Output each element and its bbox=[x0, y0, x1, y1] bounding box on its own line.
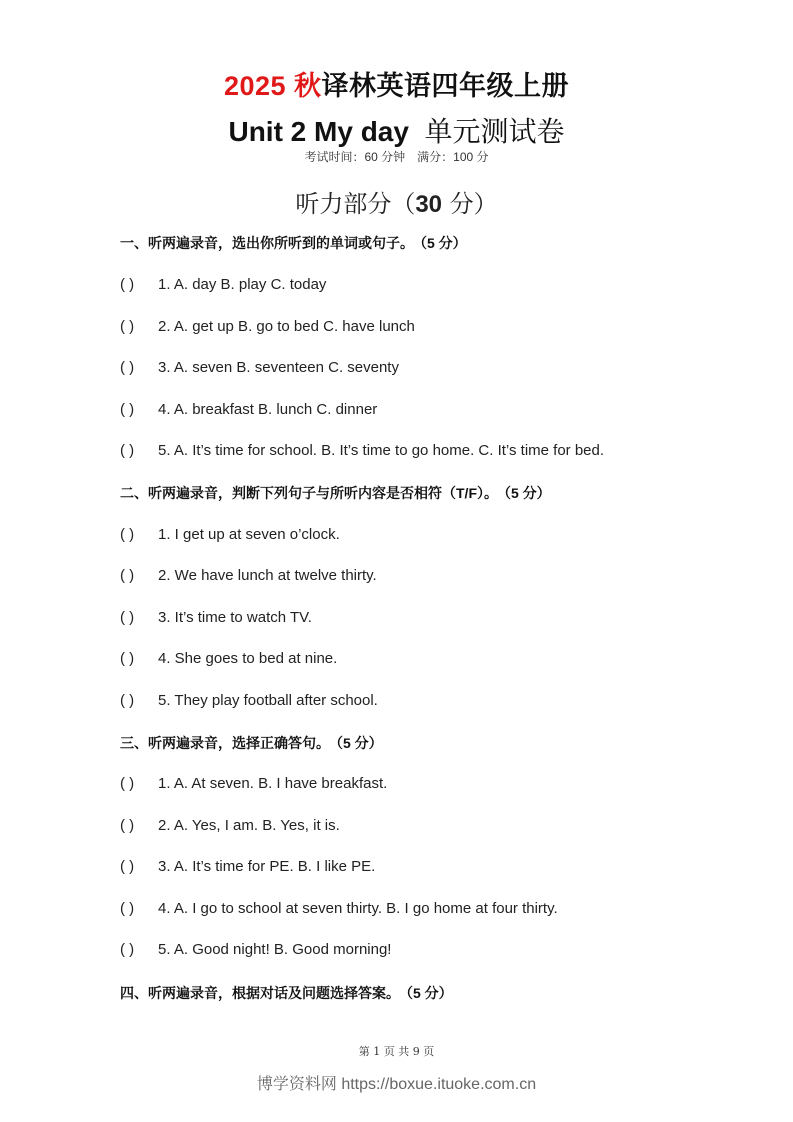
answer-blank[interactable]: ( ) bbox=[120, 817, 135, 834]
question-text: 3. A. seven B. seventeen C. seventy bbox=[158, 359, 399, 376]
unit-title bbox=[0, 110, 793, 150]
question-text: 4. She goes to bed at nine. bbox=[158, 650, 338, 667]
answer-blank[interactable]: ( ) bbox=[120, 526, 135, 543]
page-number: 第 1 页 共 9 页 bbox=[358, 1045, 435, 1058]
answer-blank[interactable]: ( ) bbox=[120, 692, 135, 709]
answer-blank[interactable]: ( ) bbox=[120, 609, 135, 626]
answer-blank[interactable]: ( ) bbox=[120, 442, 135, 459]
section-points: （5 分） bbox=[504, 485, 551, 501]
question-text: 5. A. Good night! B. Good morning! bbox=[158, 941, 392, 958]
section-points: （5 分） bbox=[420, 235, 467, 251]
site-watermark: 博学资料网 https://boxue.ituoke.com.cn bbox=[256, 1076, 537, 1093]
question-item bbox=[120, 941, 391, 958]
answer-blank[interactable]: ( ) bbox=[120, 401, 135, 418]
question-item bbox=[120, 858, 375, 875]
answer-blank[interactable]: ( ) bbox=[120, 359, 135, 376]
exam-time: 考试时间：60 分钟 bbox=[304, 150, 406, 164]
question-text: 2. A. Yes, I am. B. Yes, it is. bbox=[158, 817, 340, 834]
section-heading-text: 一、听两遍录音，选出你所听到的单词或句子。 bbox=[120, 235, 414, 251]
question-item bbox=[120, 276, 326, 293]
question-item bbox=[120, 567, 377, 584]
question-item bbox=[120, 609, 312, 626]
part-score: 30 bbox=[415, 191, 443, 218]
answer-blank[interactable]: ( ) bbox=[120, 941, 135, 958]
section-heading-text: 二、听两遍录音，判断下列句子与所听内容是否相符（T/F）。 bbox=[120, 485, 498, 501]
answer-blank[interactable]: ( ) bbox=[120, 900, 135, 917]
section-heading-1 bbox=[120, 233, 467, 253]
unit-title-cn: 单元测试卷 bbox=[424, 115, 565, 148]
question-text: 4. A. breakfast B. lunch C. dinner bbox=[158, 401, 378, 418]
question-text: 1. A. day B. play C. today bbox=[158, 276, 327, 293]
document-title bbox=[0, 64, 793, 103]
question-text: 1. I get up at seven o’clock. bbox=[158, 526, 340, 543]
answer-blank[interactable]: ( ) bbox=[120, 276, 135, 293]
question-text: 2. We have lunch at twelve thirty. bbox=[158, 567, 377, 584]
question-item bbox=[120, 359, 399, 376]
question-text: 5. They play football after school. bbox=[158, 692, 378, 709]
question-text: 2. A. get up B. go to bed C. have lunch bbox=[158, 318, 415, 335]
question-text: 3. It’s time to watch TV. bbox=[158, 609, 312, 626]
question-text: 5. A. It’s time for school. B. It’s time to go home. C. It’s time for bed. bbox=[158, 442, 605, 459]
unit-title-en: Unit 2 My day bbox=[228, 116, 409, 147]
question-item bbox=[120, 650, 337, 667]
question-item bbox=[120, 817, 340, 834]
section-heading-4 bbox=[120, 983, 453, 1003]
answer-blank[interactable]: ( ) bbox=[120, 650, 135, 667]
section-heading-text: 三、听两遍录音，选择正确答句。 bbox=[120, 735, 330, 751]
question-text: 1. A. At seven. B. I have breakfast. bbox=[158, 775, 388, 792]
question-item bbox=[120, 401, 377, 418]
exam-meta bbox=[0, 148, 793, 165]
answer-blank[interactable]: ( ) bbox=[120, 567, 135, 584]
question-item bbox=[120, 775, 387, 792]
part-label: 听力部分（ bbox=[295, 190, 416, 218]
answer-blank[interactable]: ( ) bbox=[120, 775, 135, 792]
section-points: （5 分） bbox=[406, 985, 453, 1001]
title-year: 2025 秋 bbox=[223, 71, 322, 101]
question-item bbox=[120, 442, 604, 459]
section-heading-text: 四、听两遍录音，根据对话及问题选择答案。 bbox=[120, 985, 400, 1001]
part-label-end: 分） bbox=[442, 190, 498, 218]
answer-blank[interactable]: ( ) bbox=[120, 318, 135, 335]
title-course: 译林英语四年级上册 bbox=[321, 71, 570, 101]
answer-blank[interactable]: ( ) bbox=[120, 858, 135, 875]
full-score: 满分：100 分 bbox=[417, 150, 489, 164]
section-heading-2 bbox=[120, 483, 551, 503]
question-item bbox=[120, 900, 558, 917]
question-item bbox=[120, 692, 378, 709]
question-text: 4. A. I go to school at seven thirty. B. I go home at four thirty. bbox=[158, 900, 558, 917]
question-item bbox=[120, 526, 340, 543]
part-title bbox=[0, 184, 793, 219]
question-text: 3. A. It’s time for PE. B. I like PE. bbox=[158, 858, 376, 875]
section-heading-3 bbox=[120, 733, 383, 753]
question-item bbox=[120, 318, 415, 335]
section-points: （5 分） bbox=[336, 735, 383, 751]
